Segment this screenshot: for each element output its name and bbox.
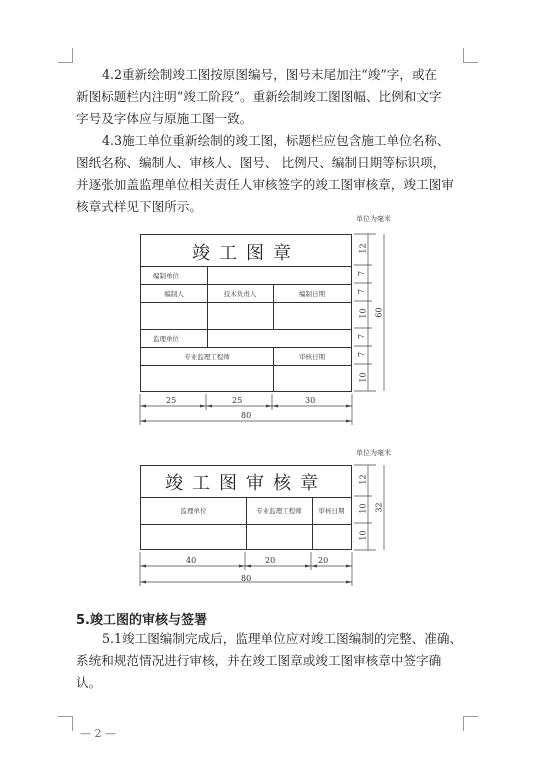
- dim-total-height: 32: [374, 502, 384, 513]
- label-supervise-unit: 监理单位: [153, 334, 179, 343]
- dim-width-2: 20: [265, 556, 276, 565]
- dim-height-6: 7: [357, 351, 367, 358]
- paragraph-line: 5.1竣工图编制完成后，监理单位应对竣工图编制的完整、准确、: [102, 631, 463, 646]
- label-review-date: 审核日期: [318, 507, 345, 515]
- dim-height-3: 7: [357, 288, 367, 295]
- dim-total-width: 80: [241, 411, 252, 420]
- dim-width-1: 25: [166, 396, 177, 405]
- paragraph-5-1: [76, 628, 469, 694]
- paragraph-line: 核章式样见下图所示。: [76, 199, 202, 214]
- paragraph-line: 图纸名称、编制人、审核人、图号、 比例尺、编制日期等标识项，: [76, 155, 446, 170]
- paragraph-line: 4.2重新绘制竣工图按原图编号，图号末尾加注“竣”字，或在: [102, 67, 438, 82]
- label-compile-unit: 编制单位: [153, 271, 179, 280]
- dim-height-2: 10: [358, 503, 368, 514]
- dim-width-3: 30: [305, 396, 316, 405]
- paragraph-line: 4.3施工单位重新绘制的竣工图，标题栏应包含施工单位名称、: [102, 133, 450, 148]
- dim-height-3: 10: [358, 530, 368, 541]
- label-tech-lead: 技术负责人: [223, 289, 257, 298]
- dim-total-height: 60: [374, 307, 384, 318]
- dim-height-7: 10: [358, 372, 368, 383]
- paragraph-line: 系统和规范情况进行审核，并在竣工图章或竣工图审核章中签字确: [76, 653, 442, 668]
- label-supervise-unit: 监理单位: [180, 507, 207, 515]
- paragraph-line: 认。: [76, 675, 102, 690]
- dim-height-4: 10: [358, 308, 368, 319]
- dim-height-1: 12: [358, 243, 368, 254]
- label-review-date: 审核日期: [299, 352, 325, 361]
- label-compiler: 编制人: [164, 289, 184, 298]
- dim-height-1: 12: [358, 474, 368, 485]
- dim-total-width: 80: [241, 574, 252, 583]
- section-heading-5: 5.竣工图的审核与签署: [76, 613, 207, 628]
- paragraph-line: 并逐张加盖监理单位相关责任人审核签字的竣工图审核章，竣工图审: [76, 177, 454, 192]
- dim-width-3: 20: [318, 556, 329, 565]
- paragraph-line: 字号及字体应与原施工图一致。: [76, 111, 253, 126]
- label-engineer: 专业监理工程师: [256, 507, 302, 515]
- review-stamp-title: 竣工图审核章: [165, 473, 327, 494]
- dim-height-2: 7: [357, 270, 367, 277]
- dim-width-1: 40: [186, 556, 197, 565]
- label-compile-date: 编制日期: [299, 289, 325, 298]
- stamp1-unit-label: 单位为毫米: [356, 215, 391, 223]
- dim-height-5: 7: [357, 333, 367, 340]
- dim-width-2: 25: [232, 396, 243, 405]
- label-engineer: 专业监理工程师: [184, 352, 230, 361]
- stamp2-unit-label: 单位为毫米: [356, 449, 391, 457]
- paragraph-line: 新图标题栏内注明“竣工阶段”。重新绘制竣工图图幅、比例和文字: [76, 89, 442, 104]
- completion-stamp-title: 竣工图章: [192, 243, 300, 264]
- page-number: — 2 —: [80, 727, 116, 740]
